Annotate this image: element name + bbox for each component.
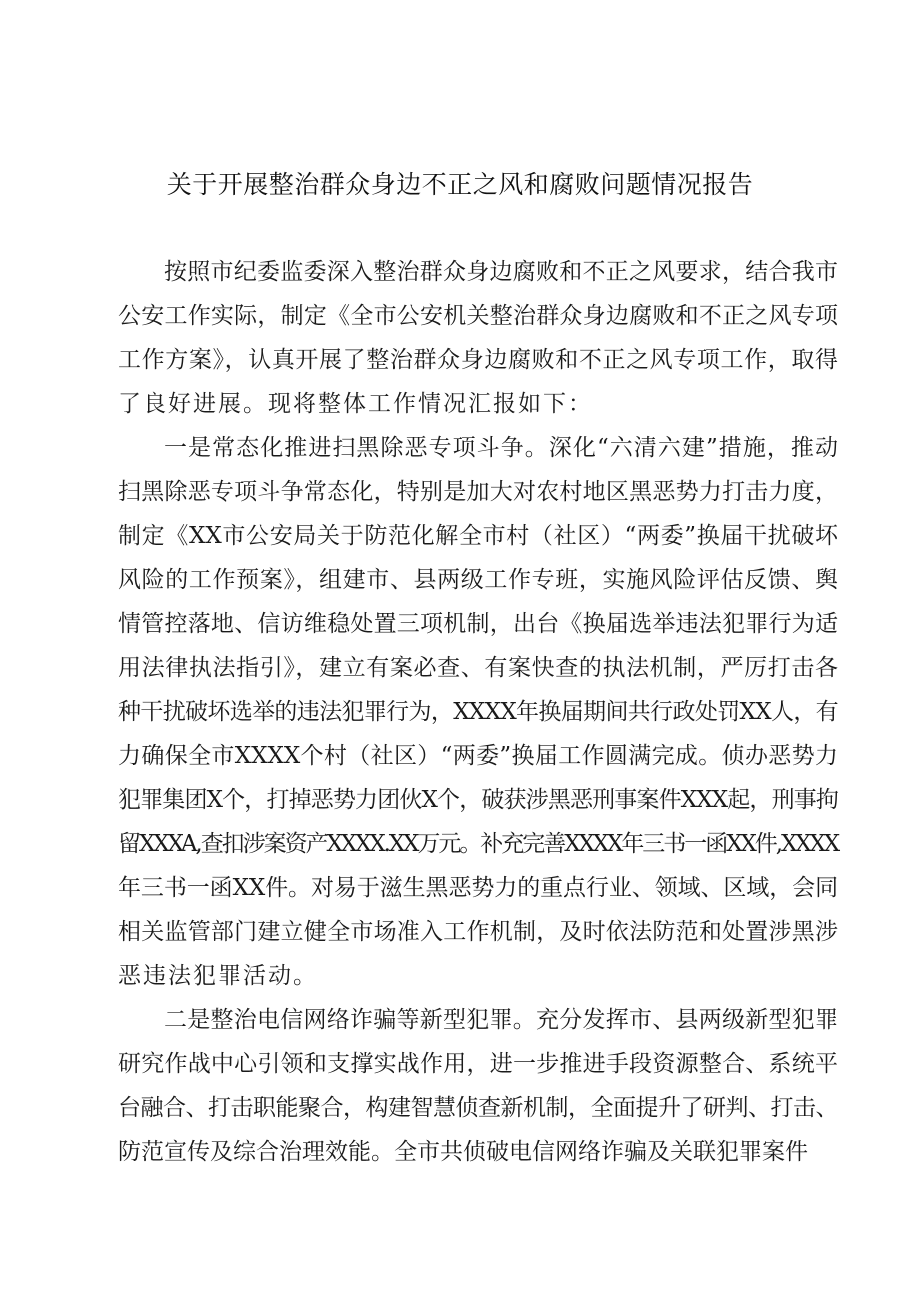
paragraph-1-line-1: 按照市纪委监委深入整治群众身边腐败和不正之风要求，结合我市 [164,259,838,285]
paragraph-2-line-3: 制定《XX市公安局关于防范化解全市村（社区）“两委”换届干扰破坏 [118,523,838,549]
paragraph-2-line-8: 力确保全市XXXX个村（社区）“两委”换届工作圆满完成。侦办恶势力 [118,743,838,769]
paragraph-2-line-11: 年三书一函XX件。对易于滋生黑恶势力的重点行业、领域、区域，会同 [118,875,838,901]
paragraph-2-line-1: 一是常态化推进扫黑除恶专项斗争。深化“六清六建”措施，推动 [164,435,838,461]
paragraph-1-line-2: 公安工作实际，制定《全市公安机关整治群众身边腐败和不正之风专项 [118,303,838,329]
paragraph-2-line-9: 犯罪集团X个，打掉恶势力团伙X个，破获涉黑恶刑事案件XXX起，刑事拘 [118,787,838,813]
document-title: 关于开展整治群众身边不正之风和腐败问题情况报告 [166,170,754,199]
paragraph-3-line-3: 台融合、打击职能聚合，构建智慧侦查新机制，全面提升了研判、打击、 [118,1095,838,1121]
paragraph-3-line-2: 研究作战中心引领和支撑实战作用，进一步推进手段资源整合、系统平 [118,1051,838,1077]
paragraph-1-line-4: 了良好进展。现将整体工作情况汇报如下： [118,391,593,417]
paragraph-2-line-5: 情管控落地、信访维稳处置三项机制，出台《换届选举违法犯罪行为适 [118,611,838,637]
paragraph-2-line-13: 恶违法犯罪活动。 [118,963,318,989]
paragraph-1-line-3: 工作方案》，认真开展了整治群众身边腐败和不正之风专项工作，取得 [118,347,838,373]
paragraph-2-line-6: 用法律执法指引》，建立有案必查、有案快查的执法机制，严厉打击各 [118,655,838,681]
paragraph-2-line-4: 风险的工作预案》，组建市、县两级工作专班，实施风险评估反馈、舆 [118,567,838,593]
paragraph-3-line-1: 二是整治电信网络诈骗等新型犯罪。充分发挥市、县两级新型犯罪 [164,1007,838,1033]
paragraph-2-line-10: 留XXXA,查扣涉案资产XXXX.XX万元。补充完善XXXX年三书一函XX件,XXXX [118,831,838,857]
paragraph-2-line-2: 扫黑除恶专项斗争常态化，特别是加大对农村地区黑恶势力打击力度， [118,479,838,505]
paragraph-2-line-7: 种干扰破坏选举的违法犯罪行为，XXXX年换届期间共行政处罚XX人，有 [118,699,838,725]
paragraph-2-line-12: 相关监管部门建立健全市场准入工作机制，及时依法防范和处置涉黑涉 [118,919,838,945]
paragraph-3-line-4: 防范宣传及综合治理效能。全市共侦破电信网络诈骗及关联犯罪案件 [118,1139,808,1165]
